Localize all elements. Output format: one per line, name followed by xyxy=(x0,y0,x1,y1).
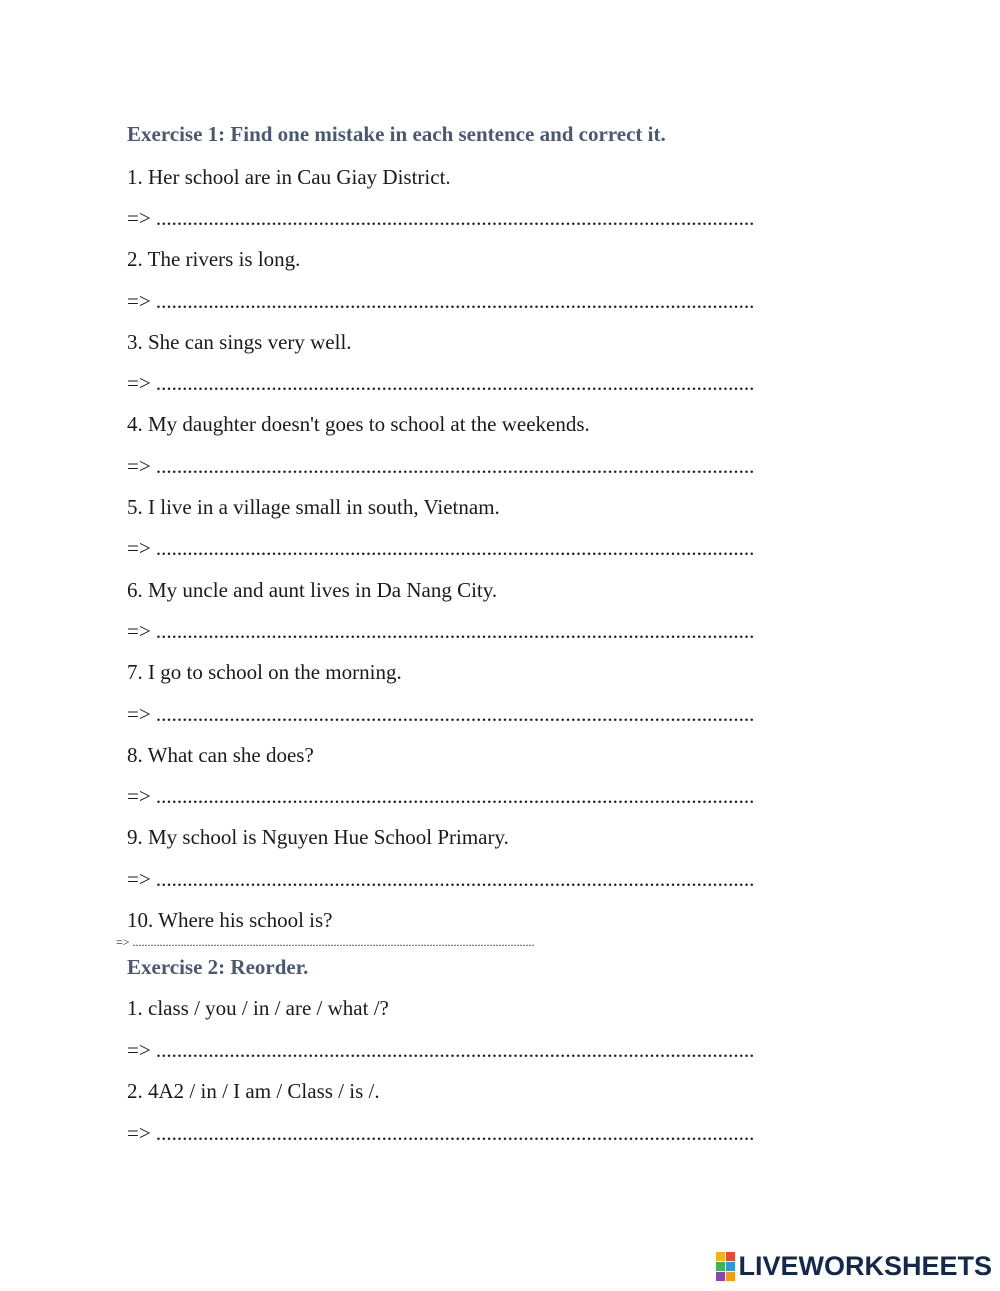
answer-line-3[interactable]: => .................................................................................................................. xyxy=(127,371,755,395)
answer-line-10[interactable]: => ...................................................................................................................................... xyxy=(116,935,535,949)
logo-blocks-icon xyxy=(716,1252,735,1281)
liveworksheets-logo xyxy=(716,1251,992,1281)
logo-block xyxy=(716,1262,725,1271)
exercise-1-item-2: 2. The rivers is long. xyxy=(127,247,301,271)
answer-line-6[interactable]: => .................................................................................................................. xyxy=(127,619,755,643)
exercise-1-item-4: 4. My daughter doesn't goes to school at the weekends. xyxy=(127,412,590,436)
logo-block xyxy=(716,1252,725,1261)
logo-block xyxy=(726,1272,735,1281)
exercise-2-heading: Exercise 2: Reorder. xyxy=(127,955,309,979)
exercise-1-heading: Exercise 1: Find one mistake in each sentence and correct it. xyxy=(127,122,666,146)
answer-line-7[interactable]: => .................................................................................................................. xyxy=(127,702,755,726)
logo-block xyxy=(716,1272,725,1281)
logo-text: LIVEWORKSHEETS xyxy=(738,1250,992,1281)
answer-line-1[interactable]: => .................................................................................................................. xyxy=(127,206,755,230)
exercise-1-item-3: 3. She can sings very well. xyxy=(127,330,352,354)
answer-line-4[interactable]: => .................................................................................................................. xyxy=(127,454,755,478)
answer-line-9[interactable]: => .................................................................................................................. xyxy=(127,867,755,891)
logo-block xyxy=(726,1262,735,1271)
exercise-1-item-1: 1. Her school are in Cau Giay District. xyxy=(127,165,451,189)
exercise-2-item-1: 1. class / you / in / are / what /? xyxy=(127,996,389,1020)
exercise-1-item-7: 7. I go to school on the morning. xyxy=(127,660,402,684)
exercise-1-item-10: 10. Where his school is? xyxy=(127,908,333,932)
answer-line-12[interactable]: => .................................................................................................................. xyxy=(127,1121,755,1145)
answer-line-5[interactable]: => .................................................................................................................. xyxy=(127,536,755,560)
answer-line-8[interactable]: => .................................................................................................................. xyxy=(127,784,755,808)
answer-line-2[interactable]: => .................................................................................................................. xyxy=(127,289,755,313)
exercise-1-item-8: 8. What can she does? xyxy=(127,743,314,767)
exercise-1-item-5: 5. I live in a village small in south, Vietnam. xyxy=(127,495,500,519)
exercise-1-item-9: 9. My school is Nguyen Hue School Primary. xyxy=(127,825,509,849)
exercise-1-item-6: 6. My uncle and aunt lives in Da Nang City. xyxy=(127,578,498,602)
answer-line-11[interactable]: => .................................................................................................................. xyxy=(127,1038,755,1062)
exercise-2-item-2: 2. 4A2 / in / I am / Class / is /. xyxy=(127,1079,380,1103)
logo-block xyxy=(726,1252,735,1261)
